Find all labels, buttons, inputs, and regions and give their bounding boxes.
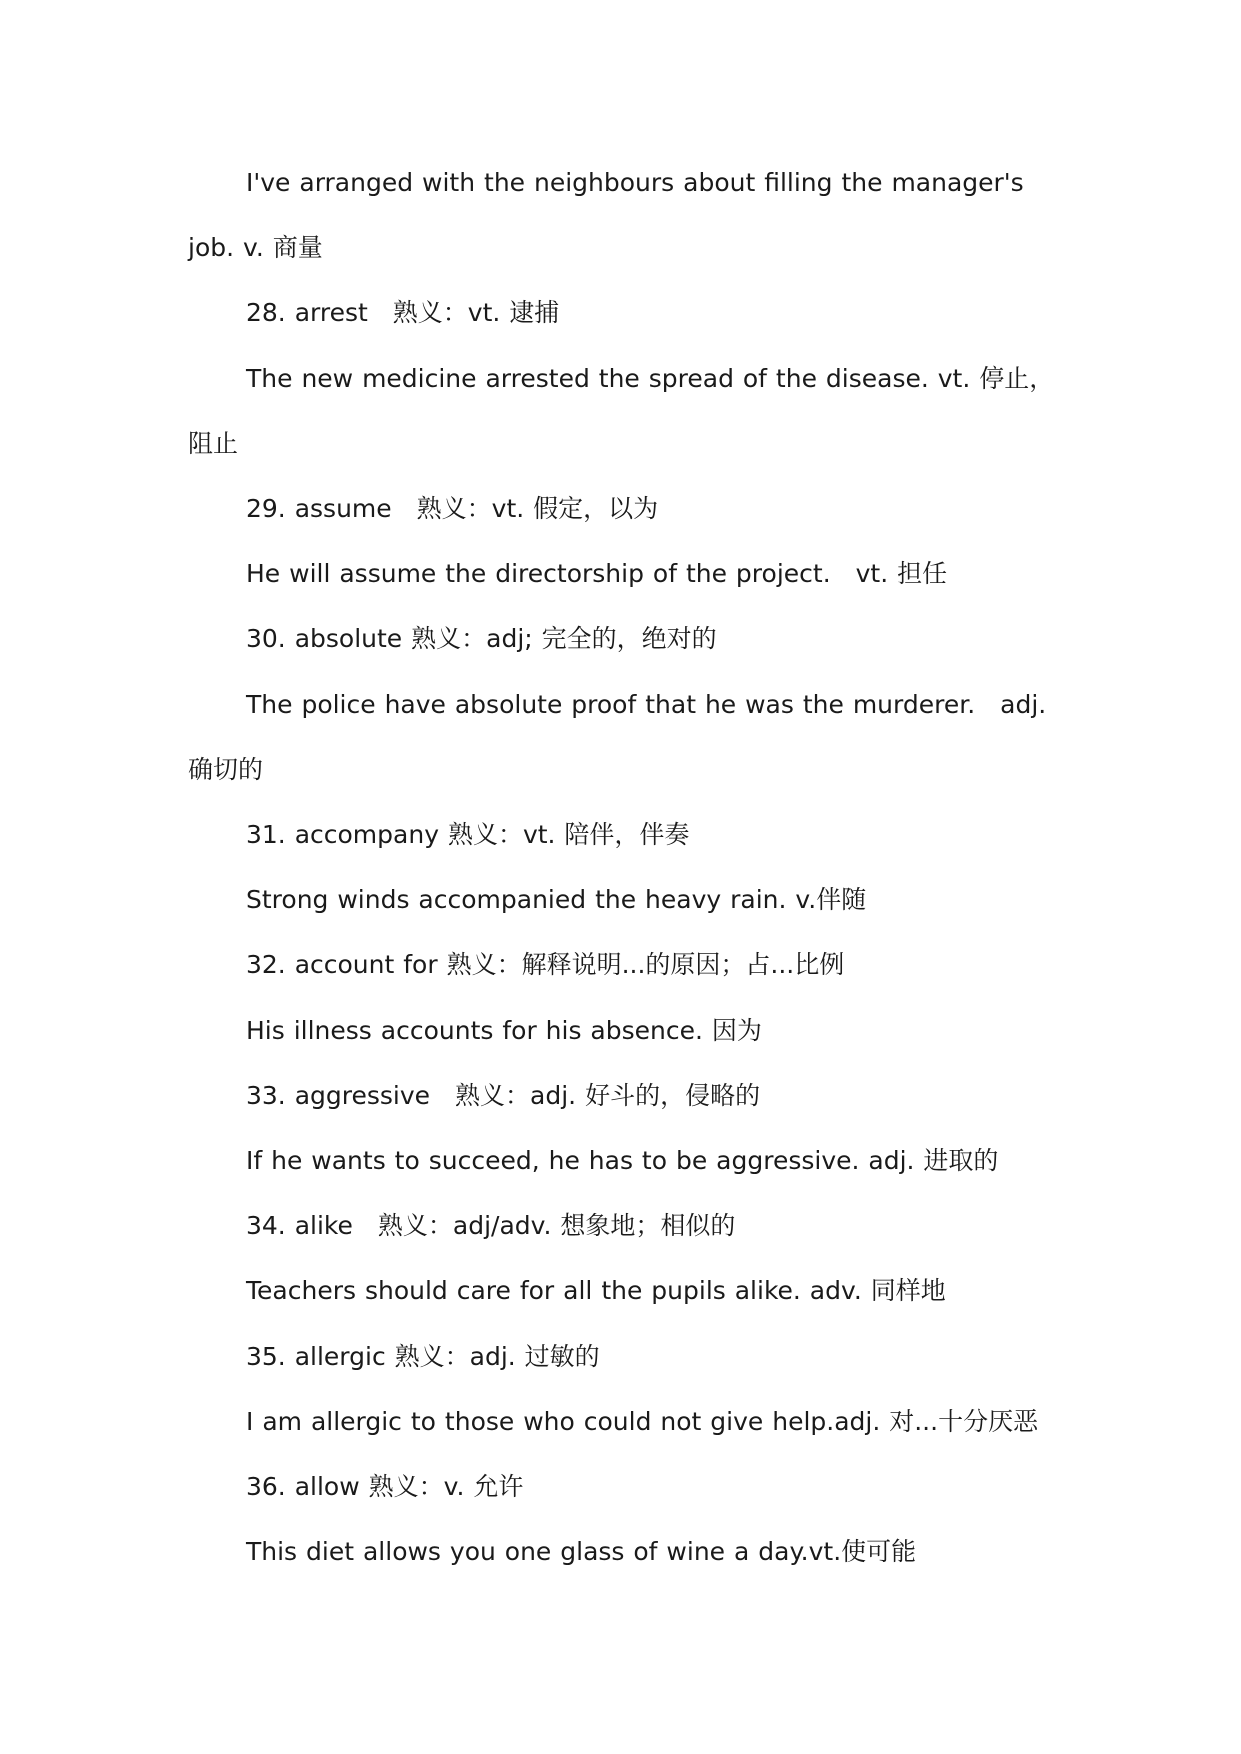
document-body [188, 150, 1058, 1584]
entry-34-alike: 34. alike 熟义：adj/adv. 想象地；相似的 [246, 1211, 736, 1241]
entry-35-allergic: 35. allergic 熟义：adj. 过敏的 [246, 1341, 600, 1371]
example-sentence-assume: He will assume the directorship of the project. vt. 担任 [246, 559, 948, 589]
example-sentence-arrest: The new medicine arrested the spread of the disease. vt. 停止，阻止 [188, 363, 1055, 458]
entry-31-accompany: 31. accompany 熟义：vt. 陪伴，伴奏 [246, 820, 690, 850]
example-sentence-account-for: His illness accounts for his absence. 因为 [246, 1015, 762, 1045]
entry-30-absolute: 30. absolute 熟义：adj; 完全的，绝对的 [246, 624, 717, 654]
entry-28-arrest: 28. arrest 熟义：vt. 逮捕 [246, 298, 560, 328]
entry-36-allow: 36. allow 熟义：v. 允许 [246, 1472, 524, 1502]
example-sentence-alike: Teachers should care for all the pupils alike. adv. 同样地 [246, 1276, 946, 1306]
example-sentence-allow: This diet allows you one glass of wine a day.vt.使可能 [246, 1537, 917, 1567]
example-sentence-accompany: Strong winds accompanied the heavy rain. v.伴随 [246, 885, 867, 915]
entry-32-account-for: 32. account for 熟义：解释说明...的原因；占...比例 [246, 950, 845, 980]
example-sentence-allergic: I am allergic to those who could not give help.adj. 对...十分厌恶 [246, 1406, 1039, 1436]
entry-29-assume: 29. assume 熟义：vt. 假定，以为 [246, 494, 659, 524]
example-sentence-arrange: I've arranged with the neighbours about filling the manager's job. v. 商量 [188, 168, 1024, 263]
example-sentence-absolute: The police have absolute proof that he was the murderer. adj. 确切的 [188, 689, 1047, 784]
example-sentence-aggressive: If he wants to succeed, he has to be aggressive. adj. 进取的 [246, 1146, 999, 1176]
entry-33-aggressive: 33. aggressive 熟义：adj. 好斗的，侵略的 [246, 1080, 761, 1110]
